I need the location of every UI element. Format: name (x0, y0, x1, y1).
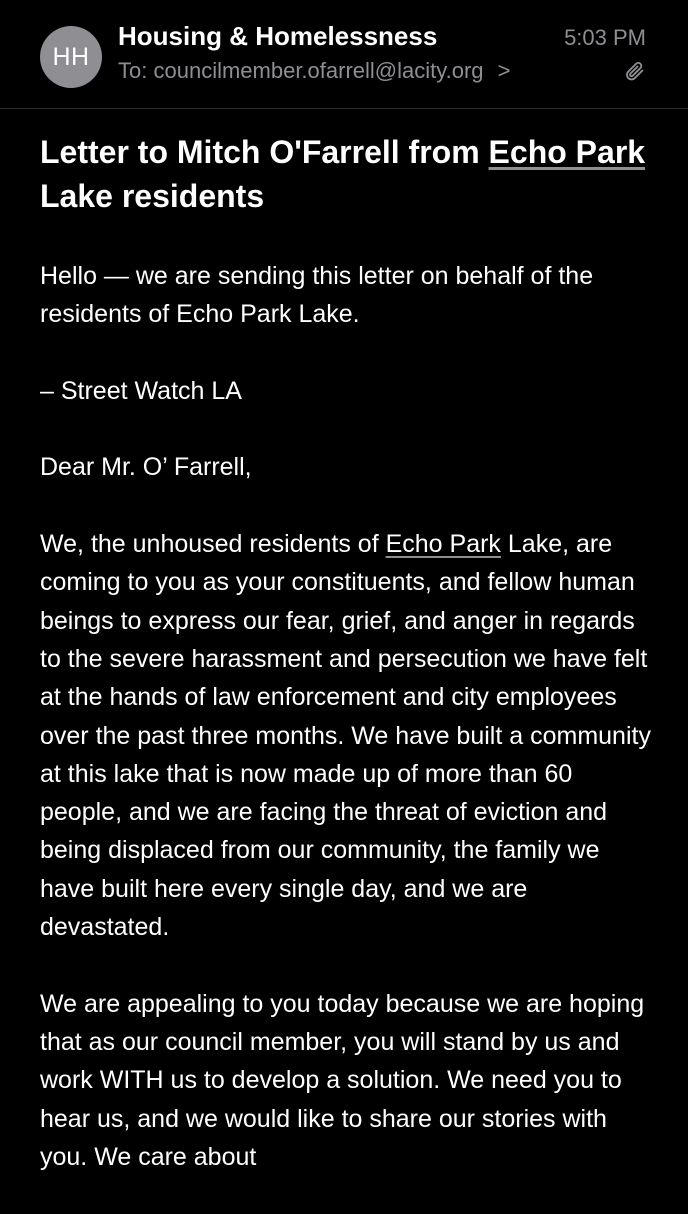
timestamp: 5:03 PM (564, 25, 646, 50)
subject-text-start: Letter to Mitch O'Farrell from (40, 134, 489, 170)
body-paragraph-appeal: We are appealing to you today because we are hoping that as our council member, you will stand by us and work WITH us to develop a solution. We need you to hear us, and we would like to share our stories with you. We care about (40, 989, 645, 1171)
body-link-echo-park[interactable]: Echo Park (385, 530, 501, 559)
avatar-initials: HH (52, 42, 90, 71)
header-divider (0, 108, 688, 109)
body-paragraph-main (40, 525, 660, 946)
subject-text-end: Lake residents (40, 178, 265, 214)
recipient-line[interactable] (118, 58, 511, 84)
body-paragraph-intro: Hello — we are sending this letter on behalf of the residents of Echo Park Lake. (40, 262, 594, 329)
email-header (0, 0, 688, 108)
recipient-address[interactable]: councilmember.ofarrell@lacity.org (153, 58, 484, 83)
body-text-rest: Lake, are coming to you as your constituents, and fellow human beings to express our fear, grief, and anger in regards to the severe harassment and persecution we have felt at the hands of law enforcement and city employees over the past three months. We have built a community at this lake that is now made up of more than 60 people, and we are facing the threat of eviction and being displaced from our community, the family we have built here every single day, and we are devastated. (40, 530, 651, 942)
chevron-right-icon[interactable]: > (497, 58, 511, 83)
body-text-start: We, the unhoused residents of (40, 530, 386, 559)
subject-link-echo-park[interactable]: Echo Park (488, 134, 646, 170)
body-paragraph-signoff: – Street Watch LA (40, 376, 242, 405)
email-subject (40, 130, 660, 218)
paperclip-icon (624, 60, 646, 82)
email-body (40, 257, 660, 1214)
to-label: To: (118, 58, 148, 83)
body-paragraph-salutation: Dear Mr. O’ Farrell, (40, 453, 252, 482)
sender-avatar[interactable] (40, 26, 102, 88)
sender-name[interactable]: Housing & Homelessness (118, 21, 438, 51)
